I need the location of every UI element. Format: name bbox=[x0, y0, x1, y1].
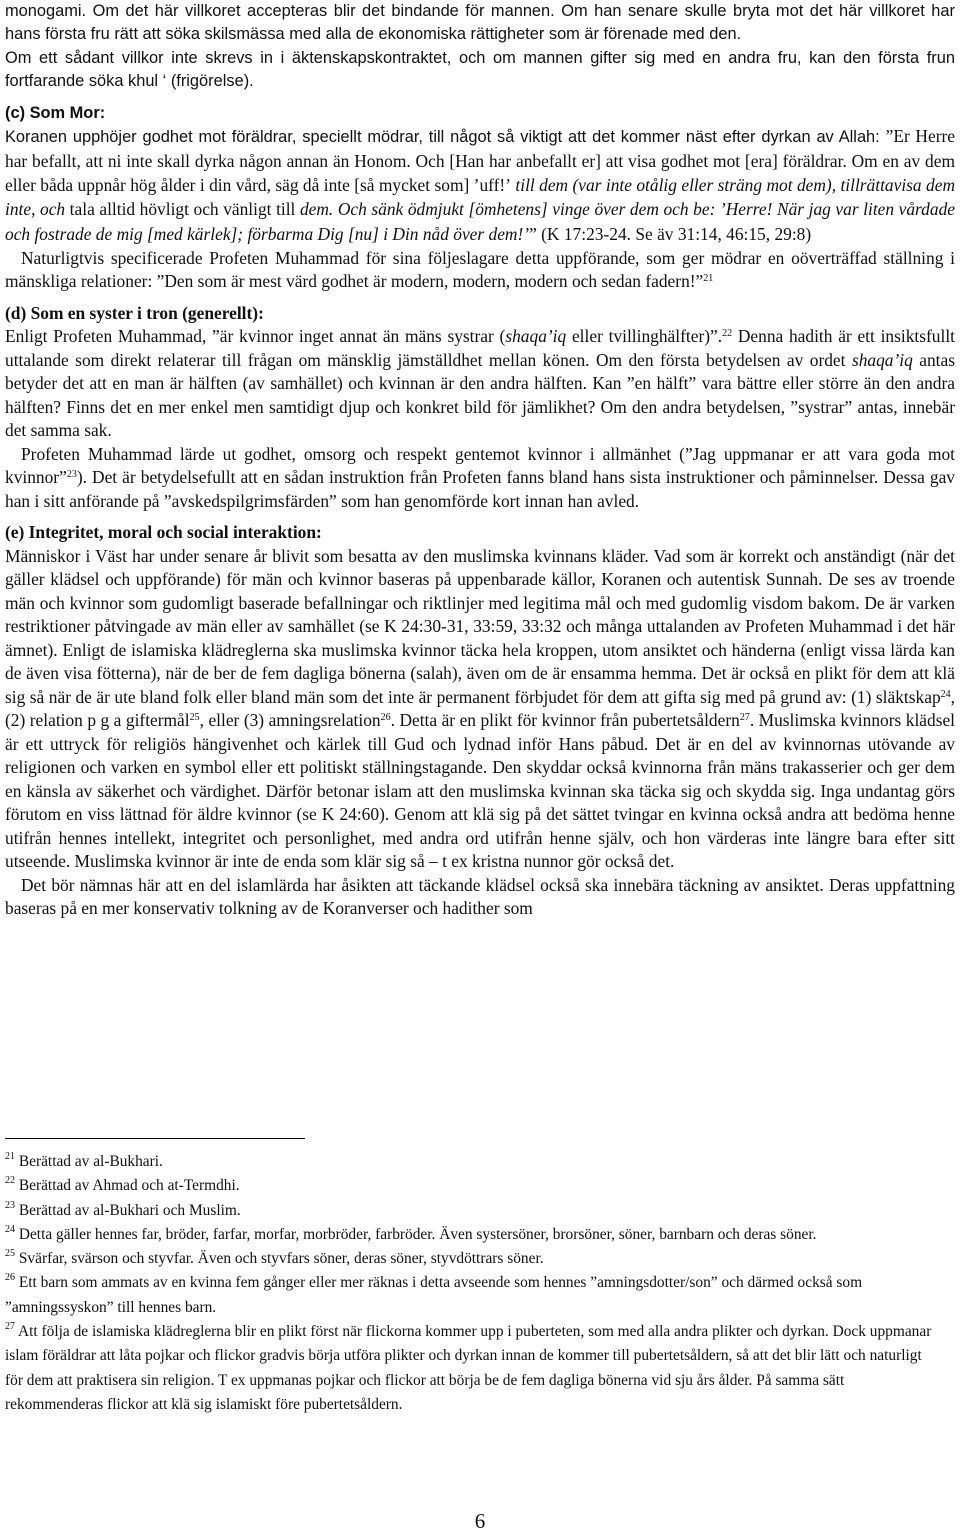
footnote-number: 22 bbox=[5, 1175, 15, 1187]
footnotes bbox=[5, 1150, 940, 1417]
footnote-23 bbox=[5, 1199, 940, 1223]
sisters-text-d: antas betyder det att en man är hälften (av samhället) och kvinnan är den andra hälften. Kan ”en hälft” vara bättre eller större än den andra hälften? Finns det en mer enkel men samtidigt djup och konkret bild för jämlikhet? Om den andra betydelsen, ”systrar” antas, innebär det samma sak. bbox=[5, 349, 955, 441]
footnote-27 bbox=[5, 1320, 940, 1417]
quote-text: ”Er Herre har befallt, att ni inte skall dyrka någon annan än Honom. Och [Han har anbefallt er] att visa godhet mot [era] föräldrar. Om en av dem eller båda uppnår hög ålder i din vård, säg då inte [så mycket som] ’uff!’ bbox=[5, 126, 955, 196]
term-shaqaiq-2: shaqa’iq bbox=[851, 349, 913, 370]
page-number: 6 bbox=[474, 1509, 486, 1533]
paragraph-kindness-women bbox=[5, 443, 955, 514]
footnote-ref-23: 23 bbox=[66, 469, 77, 481]
footnote-ref-25: 25 bbox=[189, 712, 200, 724]
dress-text-d: . Detta är en plikt för kvinnor från pubertetsåldern bbox=[390, 710, 740, 731]
paragraph-prophet-mothers bbox=[5, 247, 955, 294]
sisters-text-c: Denna hadith är ett insiktsfullt uttalande som direkt relaterar till frågan om mänsklig jämställdhet mellan könen. Om den första betydelsen av ordet bbox=[5, 326, 955, 370]
footnote-number: 27 bbox=[5, 1321, 15, 1333]
paragraph-khul: Om ett sådant villkor inte skrevs in i äktenskapskontraktet, och om mannen gifter sig med en andra fru, kan den första frun fortfarande söka khul ‘ (frigörelse). bbox=[5, 48, 955, 90]
footnote-text: Berättad av al-Bukhari och Muslim. bbox=[18, 1201, 241, 1219]
quote-reference: ” (K 17:23-24. Se äv 31:14, 46:15, 29:8) bbox=[529, 223, 812, 244]
footnote-text: Detta gäller hennes far, bröder, farfar, morfar, morbröder, farbröder. Även systersöner, brorsöner, söner, barnbarn och deras söner. bbox=[18, 1225, 817, 1243]
footnote-21 bbox=[5, 1150, 940, 1174]
footnote-26 bbox=[5, 1271, 940, 1320]
footnote-text: Berättad av Ahmad och at-Termdhi. bbox=[18, 1177, 240, 1195]
footnote-ref-24: 24 bbox=[940, 688, 951, 700]
section-heading-sister: (d) Som en syster i tron (generellt): bbox=[5, 302, 264, 323]
paragraph-contract-condition: monogami. Om det här villkoret accepteras blir det bindande för mannen. Om han senare skulle bryta mot det här villkoret har hans första fru rätt att söka skilsmässa med alla de ekonomiska rättigheter som är förenade med den. bbox=[5, 2, 955, 44]
page-body bbox=[5, 0, 955, 921]
footnote-25 bbox=[5, 1247, 940, 1271]
section-mother bbox=[5, 102, 955, 294]
section-heading-integrity: (e) Integritet, moral och social interaktion: bbox=[5, 522, 322, 543]
paragraph-koran-parents bbox=[5, 125, 955, 246]
footnote-ref-26: 26 bbox=[380, 712, 391, 724]
sisters-text-a: Enligt Profeten Muhammad, ”är kvinnor inget annat än mäns systrar ( bbox=[5, 326, 506, 347]
footnote-text: Svärfar, svärson och styvfar. Även och styvfars söner, deras söner, styvdöttrars söner. bbox=[18, 1250, 544, 1268]
koran-intro-text: Koranen upphöjer godhet mot föräldrar, speciellt mödrar, till något så viktigt att det kommer näst efter dyrkan av Allah: bbox=[5, 128, 886, 147]
footnote-number: 25 bbox=[5, 1248, 15, 1260]
footnote-text: Att följa de islamiska klädreglerna blir en plikt först när flickorna kommer upp i puberteten, som med alla andra plikter och dyrkan. Dock uppmanar islam föräldrar att låta pojkar och flickor gradvis börja utföra plikter och dyrkan innan de kommer till pubertetsåldern, så att det blir lätt och naturligt för dem att praktisera sin religion. T ex uppmanas pojkar och flickor att börja be de fem dagliga bönerna vid sju års ålder. På samma sätt rekommenderas flickor att klä sig islamiskt före pubertetsåldern. bbox=[5, 1323, 932, 1413]
footnote-number: 21 bbox=[5, 1151, 15, 1162]
dress-text-c: , eller (3) amningsrelation bbox=[199, 710, 381, 731]
section-integrity bbox=[5, 521, 955, 921]
sisters-text-b: eller tvillinghälfter)”. bbox=[566, 326, 723, 347]
footnote-24 bbox=[5, 1223, 940, 1247]
footnote-text: Ett barn som ammats av en kvinna fem gånger eller mer räknas i detta avseende som hennes ”amningsdotter/son” och därmed också som ”amningssyskon” till hennes barn. bbox=[5, 1274, 863, 1316]
dress-text-b: , (2) relation p g a giftermål bbox=[5, 686, 955, 731]
prophet-mothers-text: Naturligtvis specificerade Profeten Muhammad för sina följeslagare detta uppförande, som ger mödrar en oöverträffad ställning i mänskliga relationer: ”Den som är mest värd godhet är modern, modern, modern och sedan fadern!” bbox=[5, 247, 955, 292]
footnote-number: 23 bbox=[5, 1199, 15, 1211]
paragraph-face-covering: Det bör nämnas här att en del islamlärda har åsikten att täckande klädsel också ska innebära täckning av ansiktet. Deras uppfattning baseras på en mer konservativ tolkning av de Koranverser och hadither som bbox=[5, 874, 955, 919]
footnote-22 bbox=[5, 1174, 940, 1198]
kindness-text-b: ). Det är betydelsefullt att en sådan instruktion från Profeten fanns bland hans sista instruktioner och påminnelser. Dessa gav han i sitt anförande på ”avskedspilgrimsfärden” som han genomförde kort innan han avled. bbox=[5, 467, 955, 511]
dress-text-a: Människor i Väst har under senare år blivit som besatta av den muslimska kvinnans kläder. Vad som är korrekt och anständigt (när det gäller klädsel och uppförande) för män och kvinnor baseras på uppenbarade källor, Koranen och autentisk Sunnah. De ses av troende män och kvinnor som gudomligt baserade befallningar och riktlinjer med legitima mål och med gudomlig visdom bakom. De är varken restriktioner påtvingade av män eller av samhället (se K 24:30-31, 33:59, 33:32 och många uttalanden av Profeten Muhammad i det här ämnet). Enligt de islamiska klädreglerna ska muslimska kvinnor täcka hela kroppen, utom ansiktet och händerna (enligt vissa lärda kan de även visa fötterna), när de ber de fem dagliga bönerna (salah), även om de är ensamma hemma. Det är också en plikt för dem att klä sig så när de är ute bland folk eller bland män som det inte är permanent förbjudet för dem att gifta sig med på grund av: (1) släktskap bbox=[5, 545, 955, 707]
section-sister bbox=[5, 302, 955, 514]
term-shaqaiq: shaqa’iq bbox=[505, 326, 567, 347]
quote-italic-text-2: dem. Och sänk ödmjukt [ömhetens] vinge över dem och be: ’Herre! När jag var liten vårdade och fostrade de mig [med kärlek]; förbarma Dig [nu] i Din nåd över dem!’ bbox=[5, 199, 955, 244]
footnote-text: Berättad av al-Bukhari. bbox=[18, 1153, 163, 1170]
quote-text-2: tala alltid hövligt och vänligt till bbox=[65, 199, 296, 220]
section-heading-mother: (c) Som Mor: bbox=[5, 104, 106, 123]
footnote-ref-22: 22 bbox=[722, 328, 733, 340]
footnote-ref-27: 27 bbox=[739, 712, 750, 724]
footnote-number: 26 bbox=[5, 1272, 15, 1284]
quote-italic-text: till dem (var inte otålig eller sträng mot dem), tillrättavisa dem inte, och bbox=[5, 175, 955, 220]
footnote-number: 24 bbox=[5, 1223, 15, 1235]
paragraph-sisters-hadith bbox=[5, 325, 955, 443]
footnote-separator bbox=[5, 1138, 305, 1139]
paragraph-dress-code bbox=[5, 545, 955, 874]
footnote-ref-21: 21 bbox=[703, 273, 714, 285]
kindness-text-a: Profeten Muhammad lärde ut godhet, omsorg och respekt gentemot kvinnor i allmänhet (”Jag uppmanar er att vara goda mot kvinnor” bbox=[5, 443, 955, 488]
dress-text-e: . Muslimska kvinnors klädsel är ett uttryck för religiös hängivenhet och kärlek till Gud och lydnad inför Hans påbud. Det är en del av kvinnornas utövande av religionen och varken en symbol eller ett politiskt ställningstagande. Den skyddar också kvinnorna från mäns trakasserier och ger dem en känsla av säkerhet och värdighet. Därför betonar islam att den muslimska kvinnan ska täcka sig och skydda sig. Inga undantag görs förutom en viss lättnad för äldre kvinnor (se K 24:60). Genom att klä sig på det sättet tvingar en kvinna också andra att bedöma henne utifrån hennes intellekt, integritet och personlighet, med andra ord utifrån henne själv, och hon värderas inte längre bara efter sitt utseende. Muslimska kvinnor är inte de enda som klär sig så – t ex kristna nunnor gör också det. bbox=[5, 710, 956, 872]
